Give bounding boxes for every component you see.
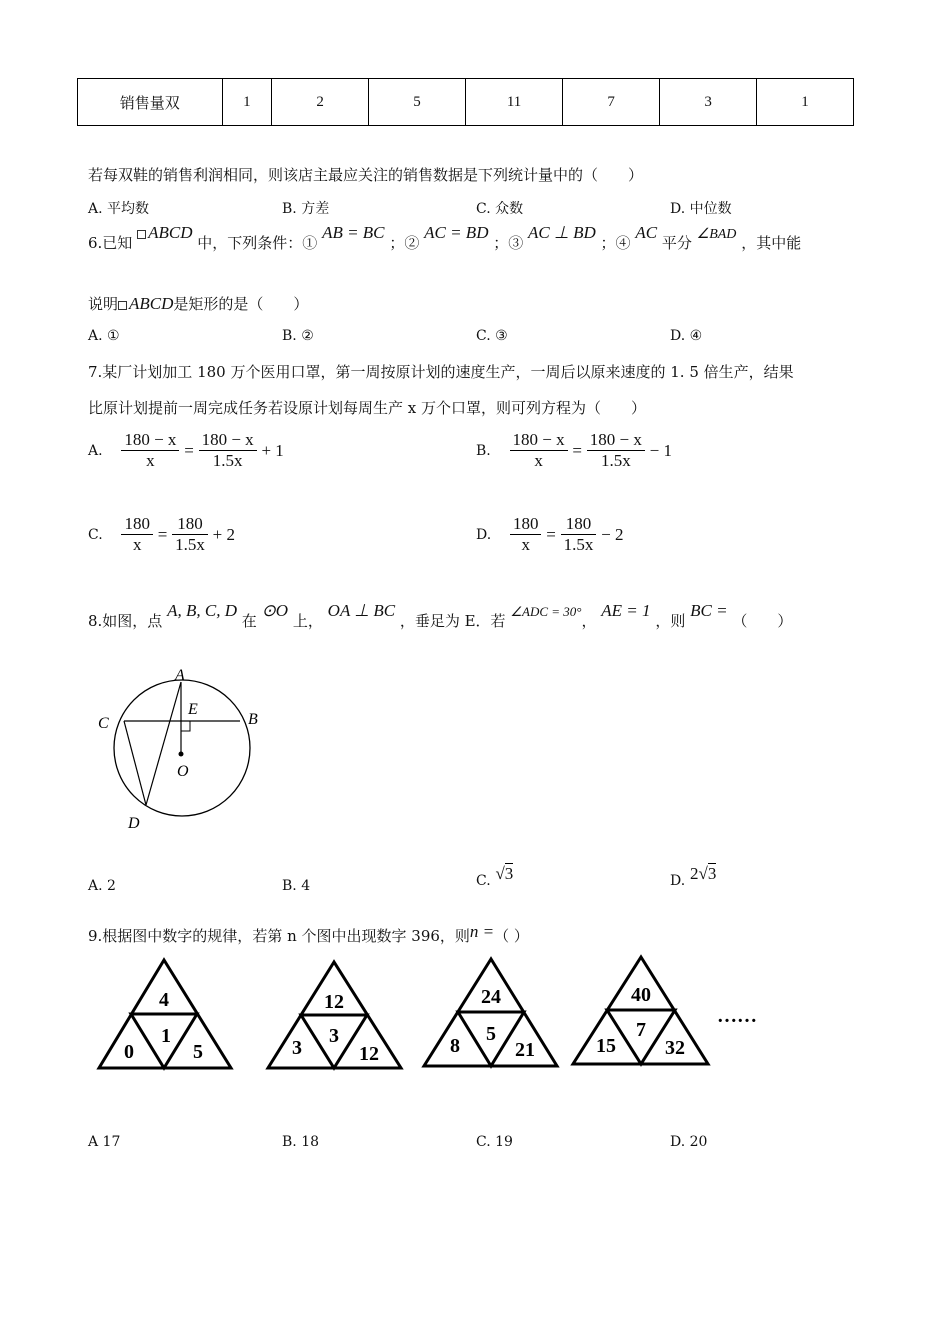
- q8-bc: BC =: [690, 601, 728, 620]
- q6-c4mid: 平分: [661, 234, 692, 252]
- numerator: 180 − x: [121, 430, 179, 451]
- q8-comma: ，: [581, 612, 597, 630]
- fraction: [587, 430, 645, 471]
- fraction: [121, 514, 153, 555]
- numerator: 180: [121, 514, 153, 535]
- q9-option-a[interactable]: A 17: [88, 1134, 121, 1150]
- figure-2-right: 12: [359, 1043, 379, 1065]
- equals-sign: =: [572, 440, 582, 460]
- figure-4-left: 15: [596, 1035, 616, 1057]
- figure-2-center: 3: [329, 1025, 339, 1047]
- triangle-figures: [95, 950, 785, 1075]
- q5-option-c[interactable]: C. 众数: [476, 201, 524, 217]
- q8-circle: ⊙O: [261, 601, 289, 620]
- numerator: 180 − x: [199, 430, 257, 451]
- denominator: 1.5x: [563, 535, 594, 554]
- numerator: 180 − x: [510, 430, 568, 451]
- denominator: x: [521, 535, 530, 554]
- denominator: x: [534, 451, 543, 470]
- label-e: E: [188, 701, 198, 718]
- q7-stem-line1: 7.某厂计划加工 180 万个医用口罩，第一周按原计划的速度生产，一周后以原来速度的 1. 5 倍生产，结果: [88, 363, 794, 381]
- label-b: B: [248, 711, 258, 728]
- q6-stem-line1: [88, 223, 802, 253]
- q6-option-b[interactable]: B. ②: [282, 328, 314, 344]
- equals-sign: =: [184, 440, 194, 460]
- q6-line2a: 说明: [88, 295, 119, 313]
- denominator: 1.5x: [600, 451, 631, 470]
- q9-stem: [88, 922, 529, 946]
- q5-option-a[interactable]: A. 平均数: [88, 201, 150, 217]
- q6-condition-4a: AC: [635, 223, 658, 242]
- numerator: 180: [561, 514, 597, 535]
- q6-mid1: 中，下列条件：①: [197, 234, 318, 252]
- q9-stem-a: 9.根据图中数字的规律，若第 n 个图中出现数字 396，则: [88, 927, 470, 945]
- q6-stem-line2: [88, 293, 308, 314]
- figure-3-center: 5: [486, 1023, 496, 1045]
- parallelogram-icon: [137, 230, 146, 239]
- figure-1-center: 1: [161, 1025, 171, 1047]
- equation-tail: − 2: [601, 524, 624, 544]
- q8-foot: ，垂足为 E．若: [399, 612, 506, 630]
- continuation-dots: ……: [717, 1005, 757, 1027]
- equals-sign: =: [157, 524, 168, 544]
- fraction: [561, 514, 597, 555]
- q6-option-d[interactable]: D. ④: [670, 328, 703, 344]
- q8-on: 在: [241, 612, 257, 630]
- q9-option-d[interactable]: D. 20: [670, 1134, 708, 1150]
- figure-3-left: 8: [450, 1035, 460, 1057]
- q6-sep3: ；④: [600, 234, 631, 252]
- equals-sign: =: [546, 524, 556, 544]
- table-row: [78, 79, 854, 126]
- figure-1-right: 5: [193, 1041, 203, 1063]
- q7-stem-line2: 比原计划提前一周完成任务若设原计划每周生产 x 万个口罩，则可列方程为（ ）: [88, 399, 646, 417]
- sales-table: [77, 78, 854, 126]
- q9-stem-b: （ ）: [494, 927, 529, 945]
- q8-option-a[interactable]: A. 2: [88, 878, 116, 894]
- q8-option-d[interactable]: [670, 864, 717, 890]
- numerator: 180: [172, 514, 208, 535]
- fraction: [121, 430, 179, 471]
- q7-option-d[interactable]: [476, 514, 624, 555]
- table-cell: 5: [369, 79, 466, 126]
- figure-2-left: 3: [292, 1037, 302, 1059]
- equation-tail: + 2: [212, 524, 235, 544]
- numerator: 180: [510, 514, 542, 535]
- equation-tail: − 1: [649, 440, 672, 460]
- fraction: [510, 514, 542, 555]
- label-o: O: [177, 763, 189, 780]
- table-header-cell: 销售量双: [78, 79, 223, 126]
- circle-diagram: [90, 660, 270, 835]
- table-cell: 11: [466, 79, 563, 126]
- figure-1-left: 0: [124, 1041, 134, 1063]
- q6-condition-2: AC = BD: [424, 223, 489, 242]
- figure-3-right: 21: [515, 1039, 535, 1061]
- q6-tail: ，其中能: [741, 234, 802, 252]
- fraction: [199, 430, 257, 471]
- q9-option-b[interactable]: B. 18: [282, 1134, 320, 1150]
- figure-3-top: 24: [481, 986, 501, 1008]
- q6-option-a[interactable]: A. ①: [88, 328, 120, 344]
- q5-stem: 若每双鞋的销售利润相同，则该店主最应关注的销售数据是下列统计量中的（ ）: [88, 166, 644, 184]
- q8-option-b[interactable]: B. 4: [282, 878, 311, 894]
- q7-option-b[interactable]: [476, 430, 672, 471]
- q8-perp: OA ⊥ BC: [327, 601, 396, 620]
- q6-option-c[interactable]: C. ③: [476, 328, 508, 344]
- table-cell: 1: [222, 79, 272, 126]
- denominator: x: [146, 451, 155, 470]
- q8-option-d-label: D.: [670, 873, 686, 889]
- fraction: [172, 514, 208, 555]
- q9-option-c[interactable]: C. 19: [476, 1134, 513, 1150]
- radicand: 3: [504, 864, 514, 883]
- label-c: C: [98, 715, 109, 732]
- q5-option-d[interactable]: D. 中位数: [670, 201, 732, 217]
- q8-then: ，则: [655, 612, 686, 630]
- label-d: D: [128, 815, 140, 832]
- q6-line2c: 是矩形的是（ ）: [173, 295, 309, 313]
- q8-stem: [88, 601, 793, 631]
- q6-sep1: ；②: [389, 234, 420, 252]
- q8-points: A, B, C, D: [167, 601, 237, 620]
- figure-4-center: 7: [636, 1019, 646, 1041]
- table-cell: 3: [660, 79, 757, 126]
- q6-prefix: 6.已知: [88, 234, 133, 252]
- q8-ae: AE = 1: [601, 601, 651, 620]
- table-cell: 2: [272, 79, 369, 126]
- q8-prefix: 8.如图，点: [88, 612, 163, 630]
- equation-tail: + 1: [261, 440, 284, 460]
- label-a: A: [175, 667, 185, 684]
- denominator: 1.5x: [212, 451, 243, 470]
- q7-option-b-label: B.: [476, 442, 491, 459]
- q6-condition-1: AB = BC: [322, 223, 385, 242]
- q9-n: n =: [469, 922, 495, 941]
- q7-option-c[interactable]: [88, 514, 235, 555]
- q8-option-c-label: C.: [476, 873, 491, 889]
- q7-option-a-label: A.: [88, 442, 103, 459]
- denominator: 1.5x: [175, 535, 205, 554]
- figure-4-top: 40: [631, 984, 651, 1006]
- q7-option-a[interactable]: [88, 430, 284, 471]
- table-cell: 1: [757, 79, 854, 126]
- sqrt: 2√3: [689, 864, 717, 883]
- triangle-figure-2: [268, 962, 401, 1068]
- figure-2-top: 12: [324, 991, 344, 1013]
- q5-option-b[interactable]: B. 方差: [282, 201, 330, 217]
- q6-abcd: ABCD: [148, 223, 193, 242]
- q6-condition-4b: ∠BAD: [696, 227, 737, 242]
- q6-condition-3: AC ⊥ BD: [528, 223, 596, 242]
- figure-4-right: 32: [665, 1037, 685, 1059]
- coefficient: 2: [689, 864, 699, 883]
- q6-sep2: ；③: [493, 234, 524, 252]
- radicand: 3: [707, 864, 717, 883]
- numerator: 180 − x: [587, 430, 645, 451]
- fraction: [510, 430, 568, 471]
- q8-angle: ∠ADC = 30°: [510, 604, 582, 619]
- q7-option-c-label: C.: [88, 526, 103, 543]
- triangle-figure-1: [99, 960, 231, 1068]
- table-cell: 7: [563, 79, 660, 126]
- figure-1-top: 4: [159, 989, 169, 1011]
- triangle-figure-4: [573, 957, 708, 1064]
- q8-up: 上，: [292, 612, 323, 630]
- sqrt: √3: [495, 864, 514, 883]
- q7-option-d-label: D.: [476, 526, 492, 543]
- q8-option-c[interactable]: [476, 864, 514, 890]
- denominator: x: [132, 535, 142, 554]
- q8-paren: （ ）: [732, 612, 793, 630]
- q6-line2b: ABCD: [129, 294, 174, 313]
- triangle-figure-3: [424, 959, 557, 1066]
- parallelogram-icon: [118, 301, 127, 310]
